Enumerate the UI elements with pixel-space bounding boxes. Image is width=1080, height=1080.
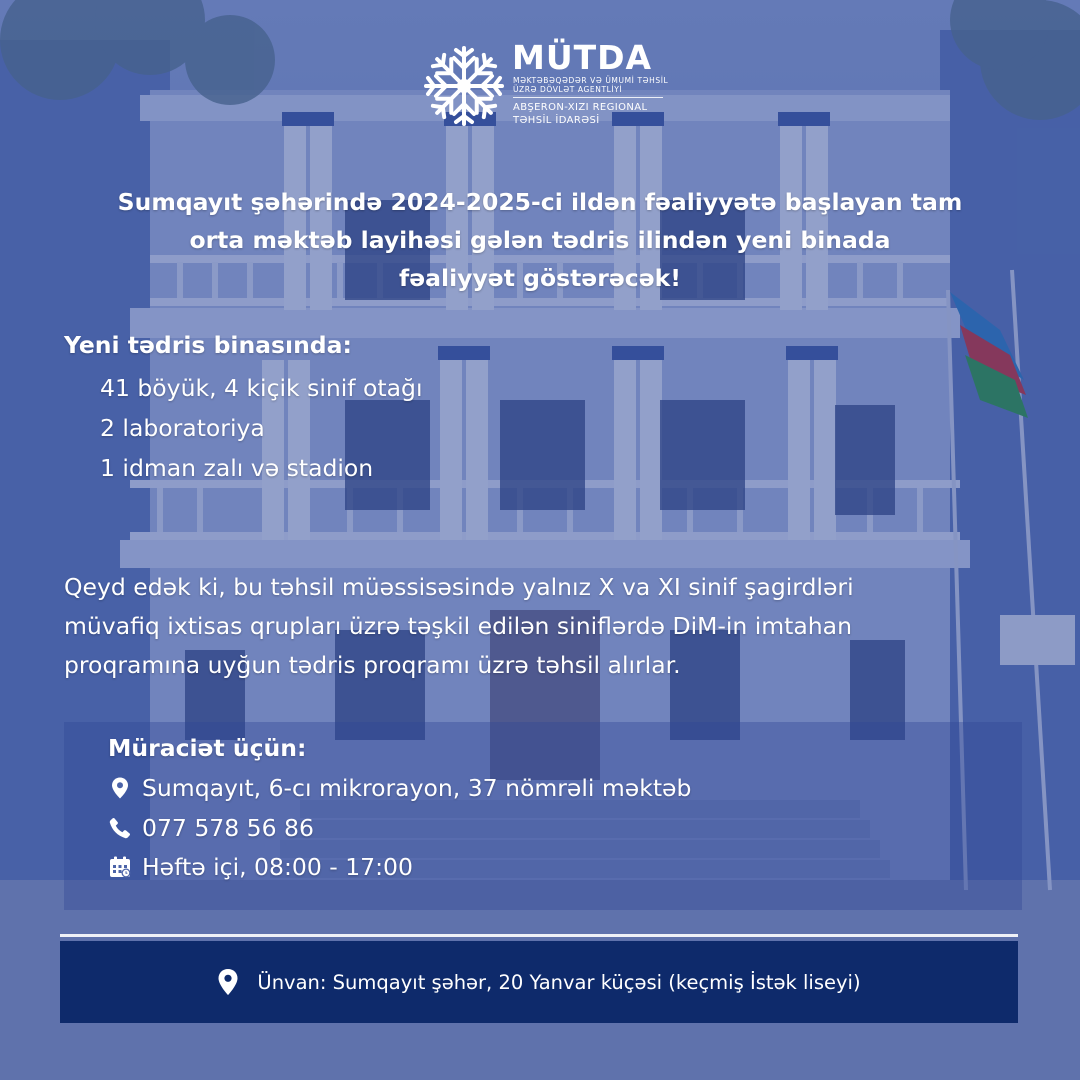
logo-title: MÜTDA: [512, 38, 653, 77]
map-pin-icon: [108, 776, 132, 800]
headline-line: Sumqayıt şəhərində 2024-2025-ci ildən fəaliyyətə başlayan tam: [117, 188, 963, 216]
features-list: [100, 368, 422, 488]
note-line: proqramına uyğun tədris proqramı üzrə təhsil alırlar.: [64, 651, 681, 679]
note-line: Qeyd edək ki, bu təhsil müəssisəsində yalnız X va XI sinif şagirdləri: [64, 573, 854, 601]
map-pin-icon: [217, 968, 239, 996]
headline-line: fəaliyyət göstərəcək!: [399, 264, 681, 292]
logo-region: ABŞERON-XIZI REGIONAL TƏHSİL İDARƏSİ: [513, 102, 648, 126]
phone-icon: [108, 816, 132, 840]
feature-item: 2 laboratoriya: [100, 414, 265, 442]
headline-line: orta məktəb layihəsi gələn tədris ilindən yeni binada: [189, 226, 891, 254]
contact-hours-text: Həftə içi, 08:00 - 17:00: [142, 853, 413, 881]
contact-hours: [108, 853, 413, 881]
contact-address: [108, 774, 691, 802]
feature-item: 1 idman zalı və stadion: [100, 454, 374, 482]
headline: [80, 183, 1000, 297]
features-heading: Yeni tədris binasında:: [64, 331, 352, 359]
feature-item: 41 böyük, 4 kiçik sinif otağı: [100, 374, 423, 402]
footer-address-bar: [60, 941, 1018, 1023]
contact-panel: [64, 722, 1022, 910]
note-paragraph: [64, 568, 1024, 685]
contact-address-text: Sumqayıt, 6-cı mikrorayon, 37 nömrəli məktəb: [142, 774, 692, 802]
calendar-icon: [108, 855, 132, 879]
mutda-logo: [420, 40, 680, 132]
contact-phone-text: 077 578 56 86: [142, 814, 314, 842]
logo-subtitle: MƏKTƏBƏQƏDƏR VƏ ÜMUMİ TƏHSİL ÜZRƏ DÖVLƏT AGENTLİYİ: [513, 76, 669, 94]
footer-divider: [60, 934, 1018, 937]
note-line: müvafiq ixtisas qrupları üzrə təşkil edilən siniflərdə DiM-in imtahan: [64, 612, 852, 640]
snowflake-emblem-icon: [420, 42, 508, 130]
contact-phone: [108, 814, 314, 842]
footer-address-text: Ünvan: Sumqayıt şəhər, 20 Yanvar küçəsi (keçmiş İstək liseyi): [257, 970, 861, 994]
logo-divider: [513, 97, 663, 98]
contact-title: Müraciət üçün:: [108, 734, 307, 762]
